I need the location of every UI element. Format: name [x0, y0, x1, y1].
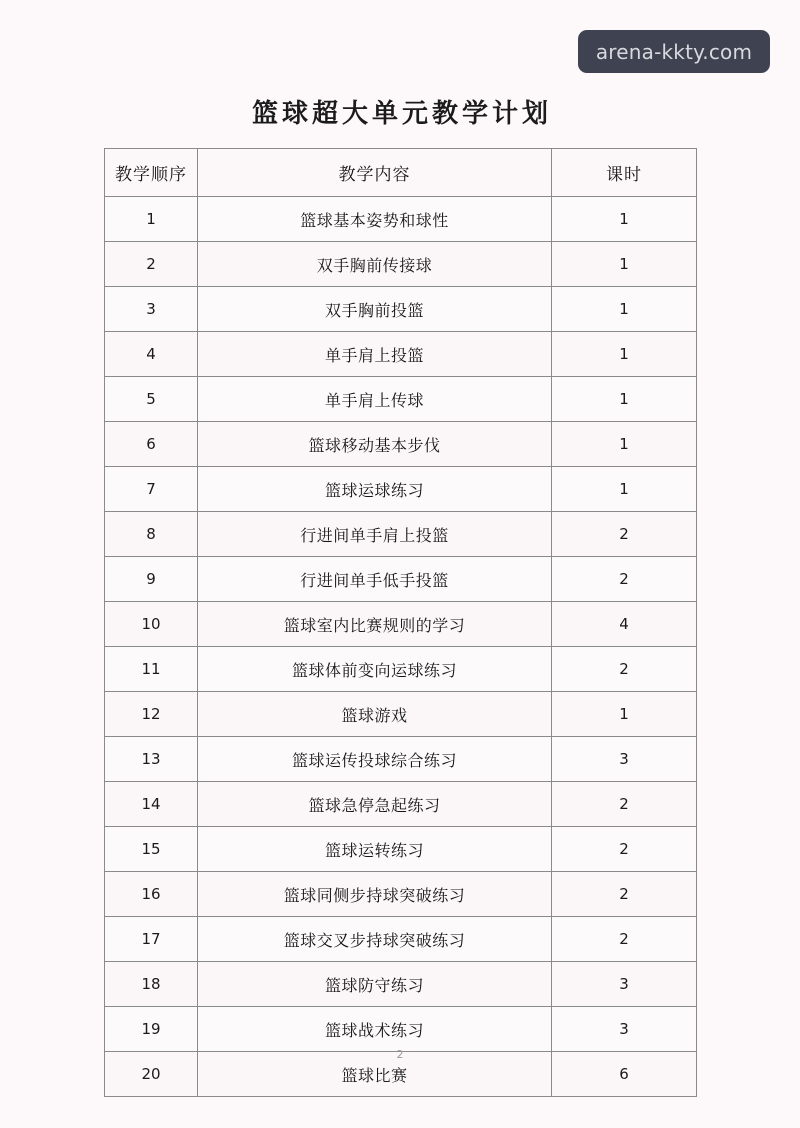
- table-row: [105, 782, 697, 827]
- column-header-order: 教学顺序: [105, 149, 198, 197]
- cell-order: 7: [105, 467, 198, 512]
- cell-content: 单手肩上传球: [198, 377, 552, 422]
- cell-content: 篮球基本姿势和球性: [198, 197, 552, 242]
- cell-order: 17: [105, 917, 198, 962]
- table-row: [105, 962, 697, 1007]
- table-row: [105, 737, 697, 782]
- cell-content: 篮球移动基本步伐: [198, 422, 552, 467]
- cell-hours: 1: [552, 467, 697, 512]
- cell-hours: 1: [552, 692, 697, 737]
- cell-hours: 2: [552, 827, 697, 872]
- cell-order: 5: [105, 377, 198, 422]
- table-row: [105, 1007, 697, 1052]
- cell-hours: 2: [552, 917, 697, 962]
- cell-content: 篮球游戏: [198, 692, 552, 737]
- cell-content: 篮球运转练习: [198, 827, 552, 872]
- cell-hours: 3: [552, 737, 697, 782]
- cell-content: 篮球急停急起练习: [198, 782, 552, 827]
- cell-content: 单手肩上投篮: [198, 332, 552, 377]
- cell-content: 篮球战术练习: [198, 1007, 552, 1052]
- table-row: [105, 512, 697, 557]
- table-header-row: [105, 149, 697, 197]
- cell-content: 篮球比赛: [198, 1052, 552, 1097]
- cell-content: 篮球室内比赛规则的学习: [198, 602, 552, 647]
- cell-hours: 2: [552, 512, 697, 557]
- cell-hours: 3: [552, 1007, 697, 1052]
- cell-hours: 4: [552, 602, 697, 647]
- cell-order: 15: [105, 827, 198, 872]
- table-row: [105, 332, 697, 377]
- cell-content: 篮球交叉步持球突破练习: [198, 917, 552, 962]
- table-row: [105, 827, 697, 872]
- cell-content: 行进间单手低手投篮: [198, 557, 552, 602]
- cell-order: 11: [105, 647, 198, 692]
- watermark-badge: [578, 30, 770, 73]
- column-header-hours: 课时: [552, 149, 697, 197]
- cell-hours: 1: [552, 197, 697, 242]
- table-row: [105, 872, 697, 917]
- cell-hours: 2: [552, 647, 697, 692]
- cell-order: 20: [105, 1052, 198, 1097]
- cell-content: 双手胸前传接球: [198, 242, 552, 287]
- cell-order: 19: [105, 1007, 198, 1052]
- cell-content: 双手胸前投篮: [198, 287, 552, 332]
- cell-hours: 1: [552, 422, 697, 467]
- cell-content: 篮球防守练习: [198, 962, 552, 1007]
- cell-content: 篮球运球练习: [198, 467, 552, 512]
- table-row: [105, 287, 697, 332]
- table-body: [105, 197, 697, 1097]
- cell-order: 1: [105, 197, 198, 242]
- cell-order: 12: [105, 692, 198, 737]
- cell-order: 16: [105, 872, 198, 917]
- table-row: [105, 467, 697, 512]
- table-row: [105, 377, 697, 422]
- cell-hours: 1: [552, 377, 697, 422]
- table-row: [105, 242, 697, 287]
- cell-order: 10: [105, 602, 198, 647]
- cell-hours: 6: [552, 1052, 697, 1097]
- cell-hours: 1: [552, 332, 697, 377]
- cell-order: 14: [105, 782, 198, 827]
- cell-order: 6: [105, 422, 198, 467]
- table-row: [105, 692, 697, 737]
- cell-hours: 3: [552, 962, 697, 1007]
- table-row: [105, 602, 697, 647]
- cell-content: 篮球体前变向运球练习: [198, 647, 552, 692]
- cell-content: 篮球运传投球综合练习: [198, 737, 552, 782]
- cell-order: 4: [105, 332, 198, 377]
- cell-order: 3: [105, 287, 198, 332]
- cell-order: 8: [105, 512, 198, 557]
- cell-order: 13: [105, 737, 198, 782]
- page-title: 篮球超大单元教学计划: [251, 99, 552, 130]
- cell-order: 9: [105, 557, 198, 602]
- column-header-content: 教学内容: [198, 149, 552, 197]
- cell-hours: 2: [552, 872, 697, 917]
- cell-hours: 1: [552, 287, 697, 332]
- cell-order: 18: [105, 962, 198, 1007]
- table-header: [105, 149, 697, 197]
- table-row: [105, 647, 697, 692]
- teaching-plan-table-wrapper: [104, 148, 696, 1097]
- cell-hours: 2: [552, 557, 697, 602]
- table-row: [105, 557, 697, 602]
- cell-content: 行进间单手肩上投篮: [198, 512, 552, 557]
- table-row: [105, 422, 697, 467]
- cell-content: 篮球同侧步持球突破练习: [198, 872, 552, 917]
- cell-hours: 2: [552, 782, 697, 827]
- cell-hours: 1: [552, 242, 697, 287]
- watermark-label: arena-kkty.com: [595, 39, 753, 64]
- table-row: [105, 917, 697, 962]
- table-row: [105, 197, 697, 242]
- cell-order: 2: [105, 242, 198, 287]
- teaching-plan-table: [104, 148, 697, 1097]
- page-number: 2: [396, 1048, 404, 1061]
